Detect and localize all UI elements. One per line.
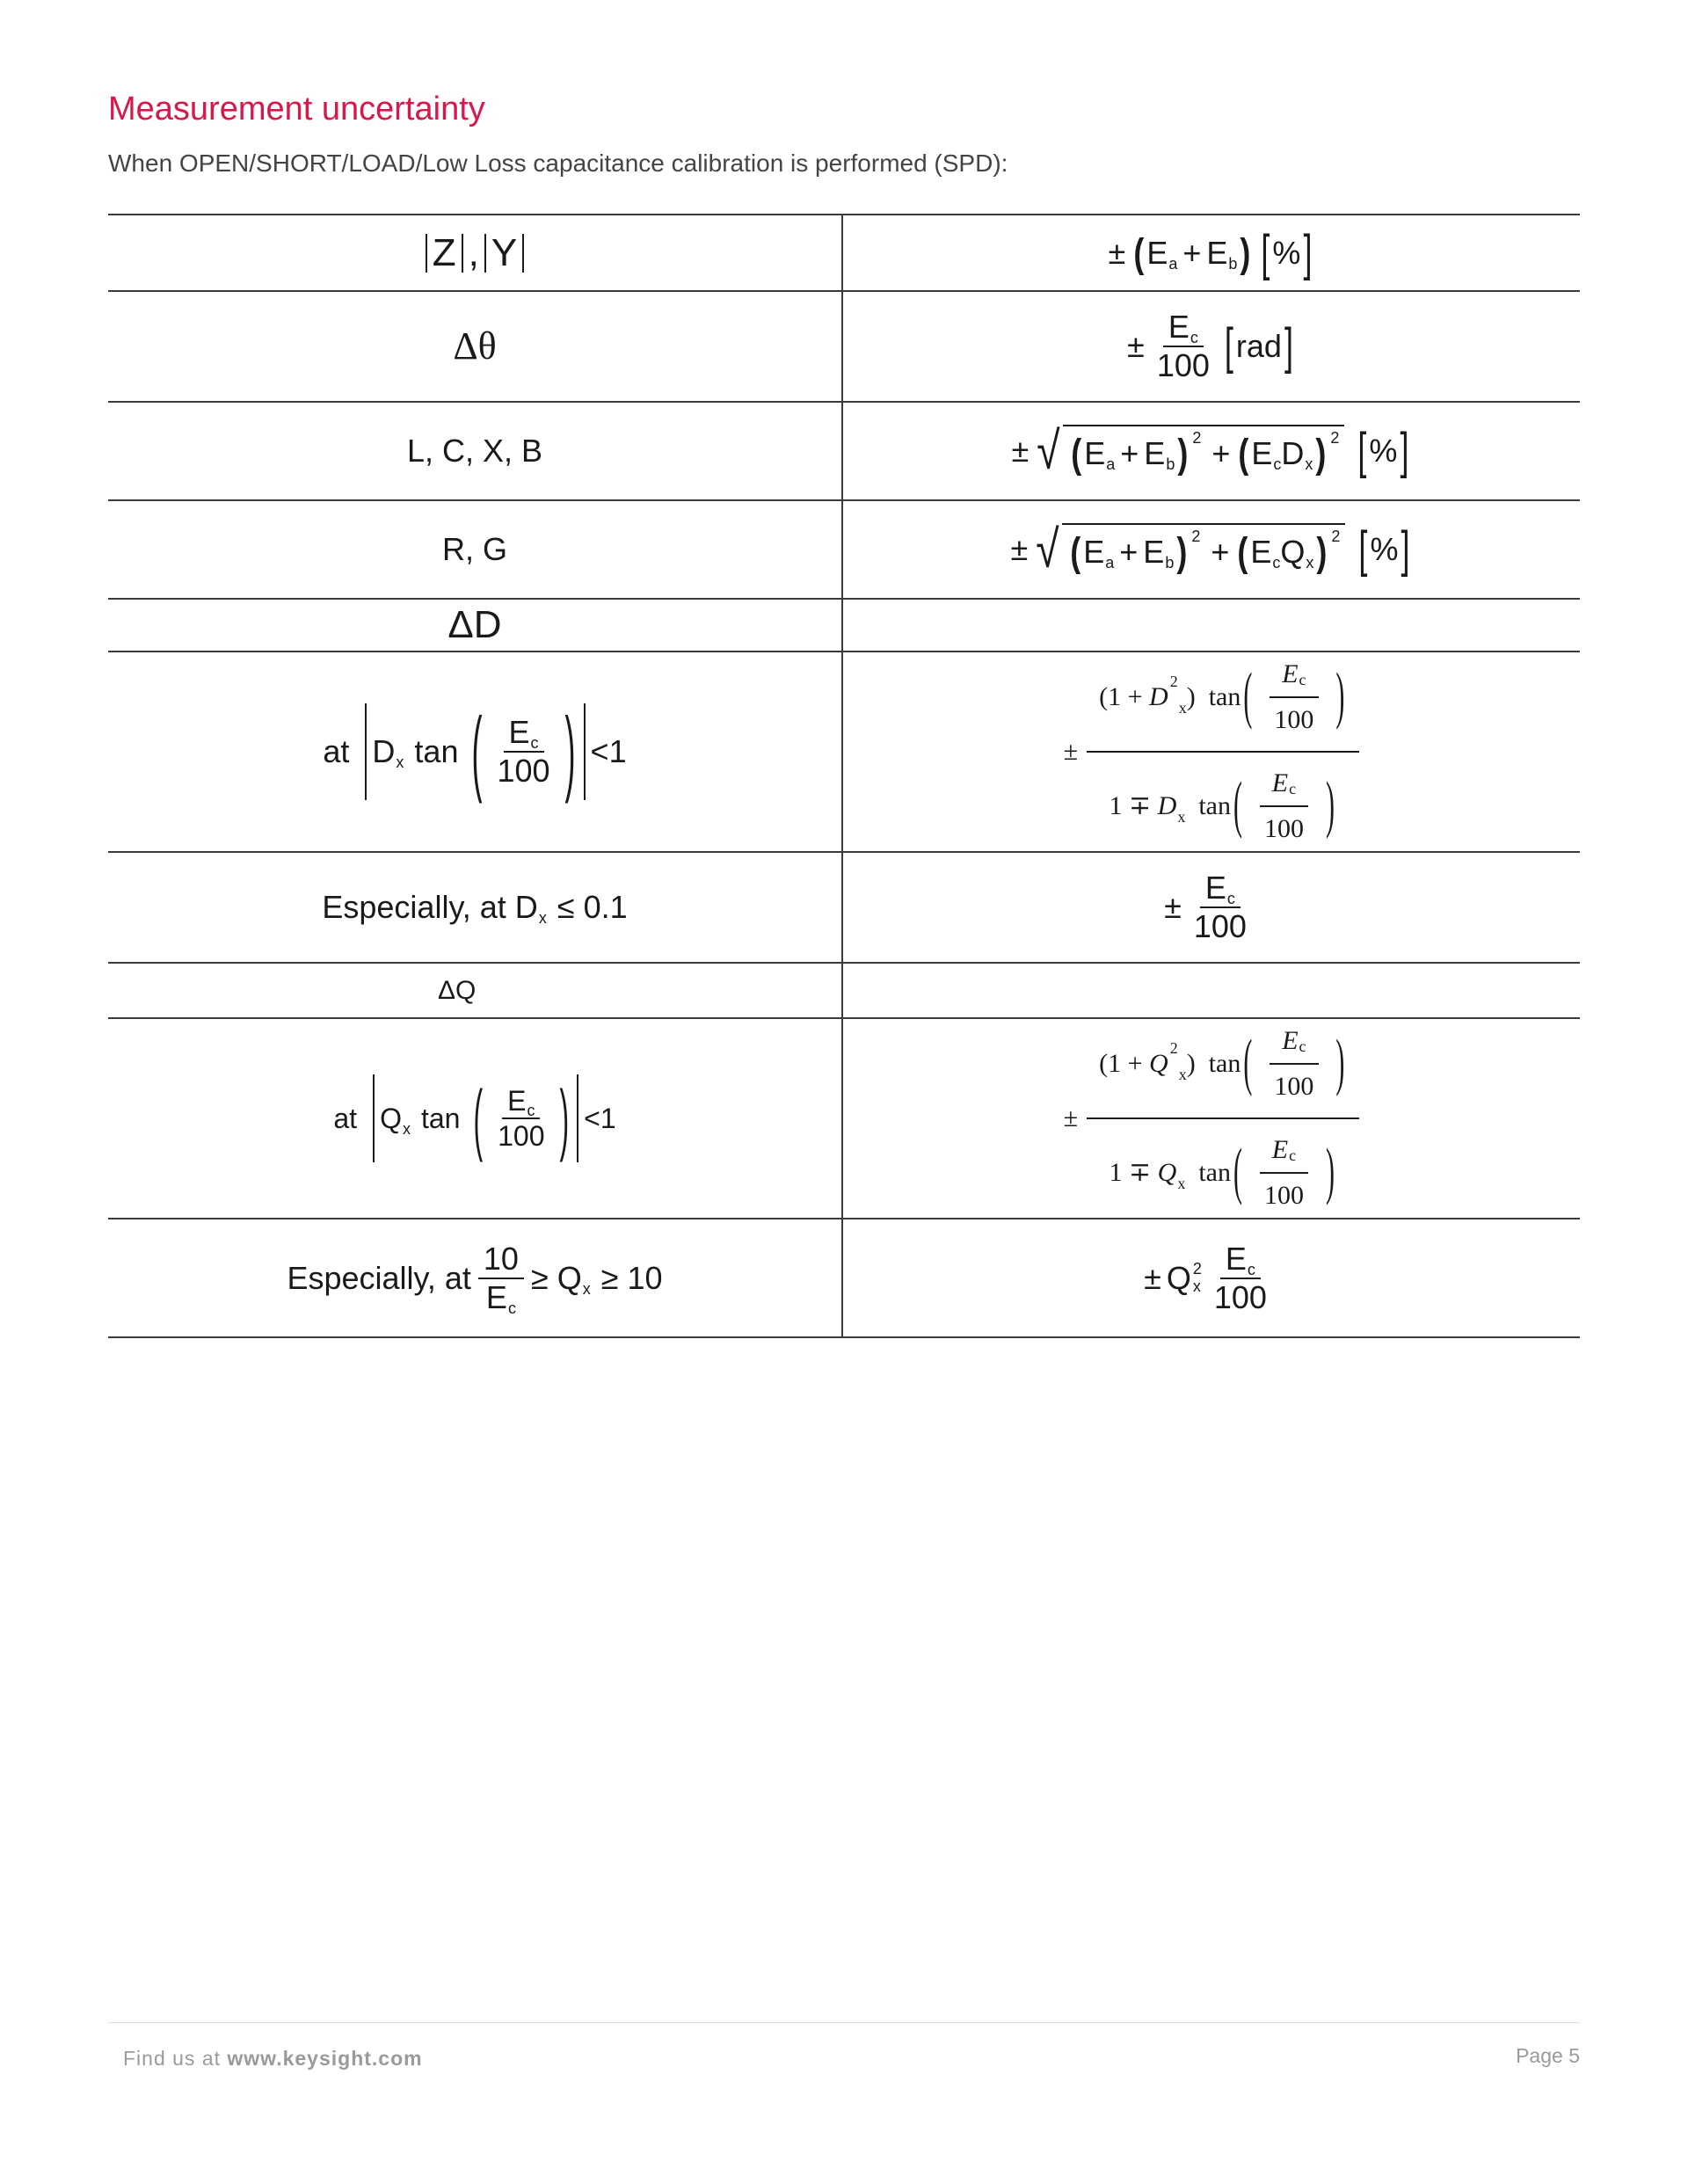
uncertainty-table: [108, 214, 1580, 1338]
param-cell: [108, 1219, 843, 1336]
condition-qx: at Q x tan ( $\frac{Ec}{100}$ ) <1: [333, 1074, 616, 1163]
param-cell: [108, 853, 843, 962]
table-row: [108, 962, 1580, 1017]
uncertainty-cell: [843, 1219, 1580, 1336]
table-row: [108, 598, 1580, 651]
footer-find-us: Find us at www.keysight.com: [123, 2047, 423, 2070]
page-number: Page 5: [1516, 2044, 1580, 2067]
table-row: [108, 214, 1580, 290]
param-cell: [108, 292, 843, 401]
param-cell: [108, 215, 843, 290]
table-row: [108, 651, 1580, 851]
formula-q2-ec: ± Q 2 x $\frac{Ec}{100}$: [1144, 1240, 1267, 1315]
param-cell: [108, 964, 843, 1017]
condition-dx: at D x tan ( $\frac{Ec}{100}$ ) <1: [323, 696, 627, 804]
formula-d-ratio: ± ( 1 + D 2 x ) tan ( E c 100 ) 1 ∓ D x tan ( E c 100 ): [1064, 644, 1360, 860]
formula-sqrt-qx: ± √ ( E a + E b ) 2 + ( E c Q x ) 2 [ % ]: [1010, 520, 1410, 579]
table-row: [108, 851, 1580, 962]
uncertainty-cell: [843, 652, 1580, 851]
rg-label: R, G: [441, 531, 507, 567]
uncertainty-cell: [843, 403, 1580, 499]
formula-z-y: Z , Y: [420, 234, 529, 273]
table-row: [108, 290, 1580, 401]
formula-sqrt-dx: ± √ ( E a + E b ) 2 + ( E c D x ) 2 [ % ]: [1011, 421, 1409, 480]
param-cell: [108, 403, 843, 499]
uncertainty-cell: [843, 853, 1580, 962]
condition-qx-range: Especially, at $\frac{10}{Ec}$ ≥ Q x ≥ 10: [287, 1240, 663, 1317]
param-cell: [108, 501, 843, 598]
footer-divider: [108, 2022, 1580, 2023]
formula-ec-rad: ± $\frac{Ec}{100}$ [ rad ]: [1127, 309, 1293, 383]
param-cell: [108, 1019, 843, 1218]
delta-q-label: ΔQ: [438, 975, 477, 1005]
intro-text: When OPEN/SHORT/LOAD/Low Loss capacitance calibration is performed (SPD):: [108, 149, 1008, 177]
formula-ec-100: ± $\frac{Ec}{100}$: [1164, 870, 1247, 944]
condition-dx-small: Especially, at D x ≤ 0.1: [322, 889, 628, 927]
table-row: [108, 401, 1580, 499]
delta-theta-label: Δθ: [453, 324, 497, 368]
table-row: [108, 499, 1580, 598]
uncertainty-cell: [843, 292, 1580, 401]
formula-q-ratio: ± ( 1 + Q 2 x ) tan ( E c 100 ) 1 ∓ Q x tan ( E c 100 ): [1064, 1010, 1360, 1227]
uncertainty-cell: [843, 501, 1580, 598]
uncertainty-cell: [843, 215, 1580, 290]
param-cell: [108, 652, 843, 851]
formula-ea-eb: ± ( E a + E b ) [ % ]: [1108, 222, 1313, 281]
param-cell: [108, 600, 843, 651]
uncertainty-cell: [843, 964, 1580, 1017]
lcxb-label: L, C, X, B: [406, 433, 543, 469]
uncertainty-cell: [843, 1019, 1580, 1218]
section-title: Measurement uncertainty: [108, 91, 485, 127]
table-row: [108, 1218, 1580, 1338]
delta-d-label: ΔD: [447, 603, 502, 646]
footer-url-link[interactable]: www.keysight.com: [227, 2047, 423, 2070]
table-row: [108, 1017, 1580, 1218]
